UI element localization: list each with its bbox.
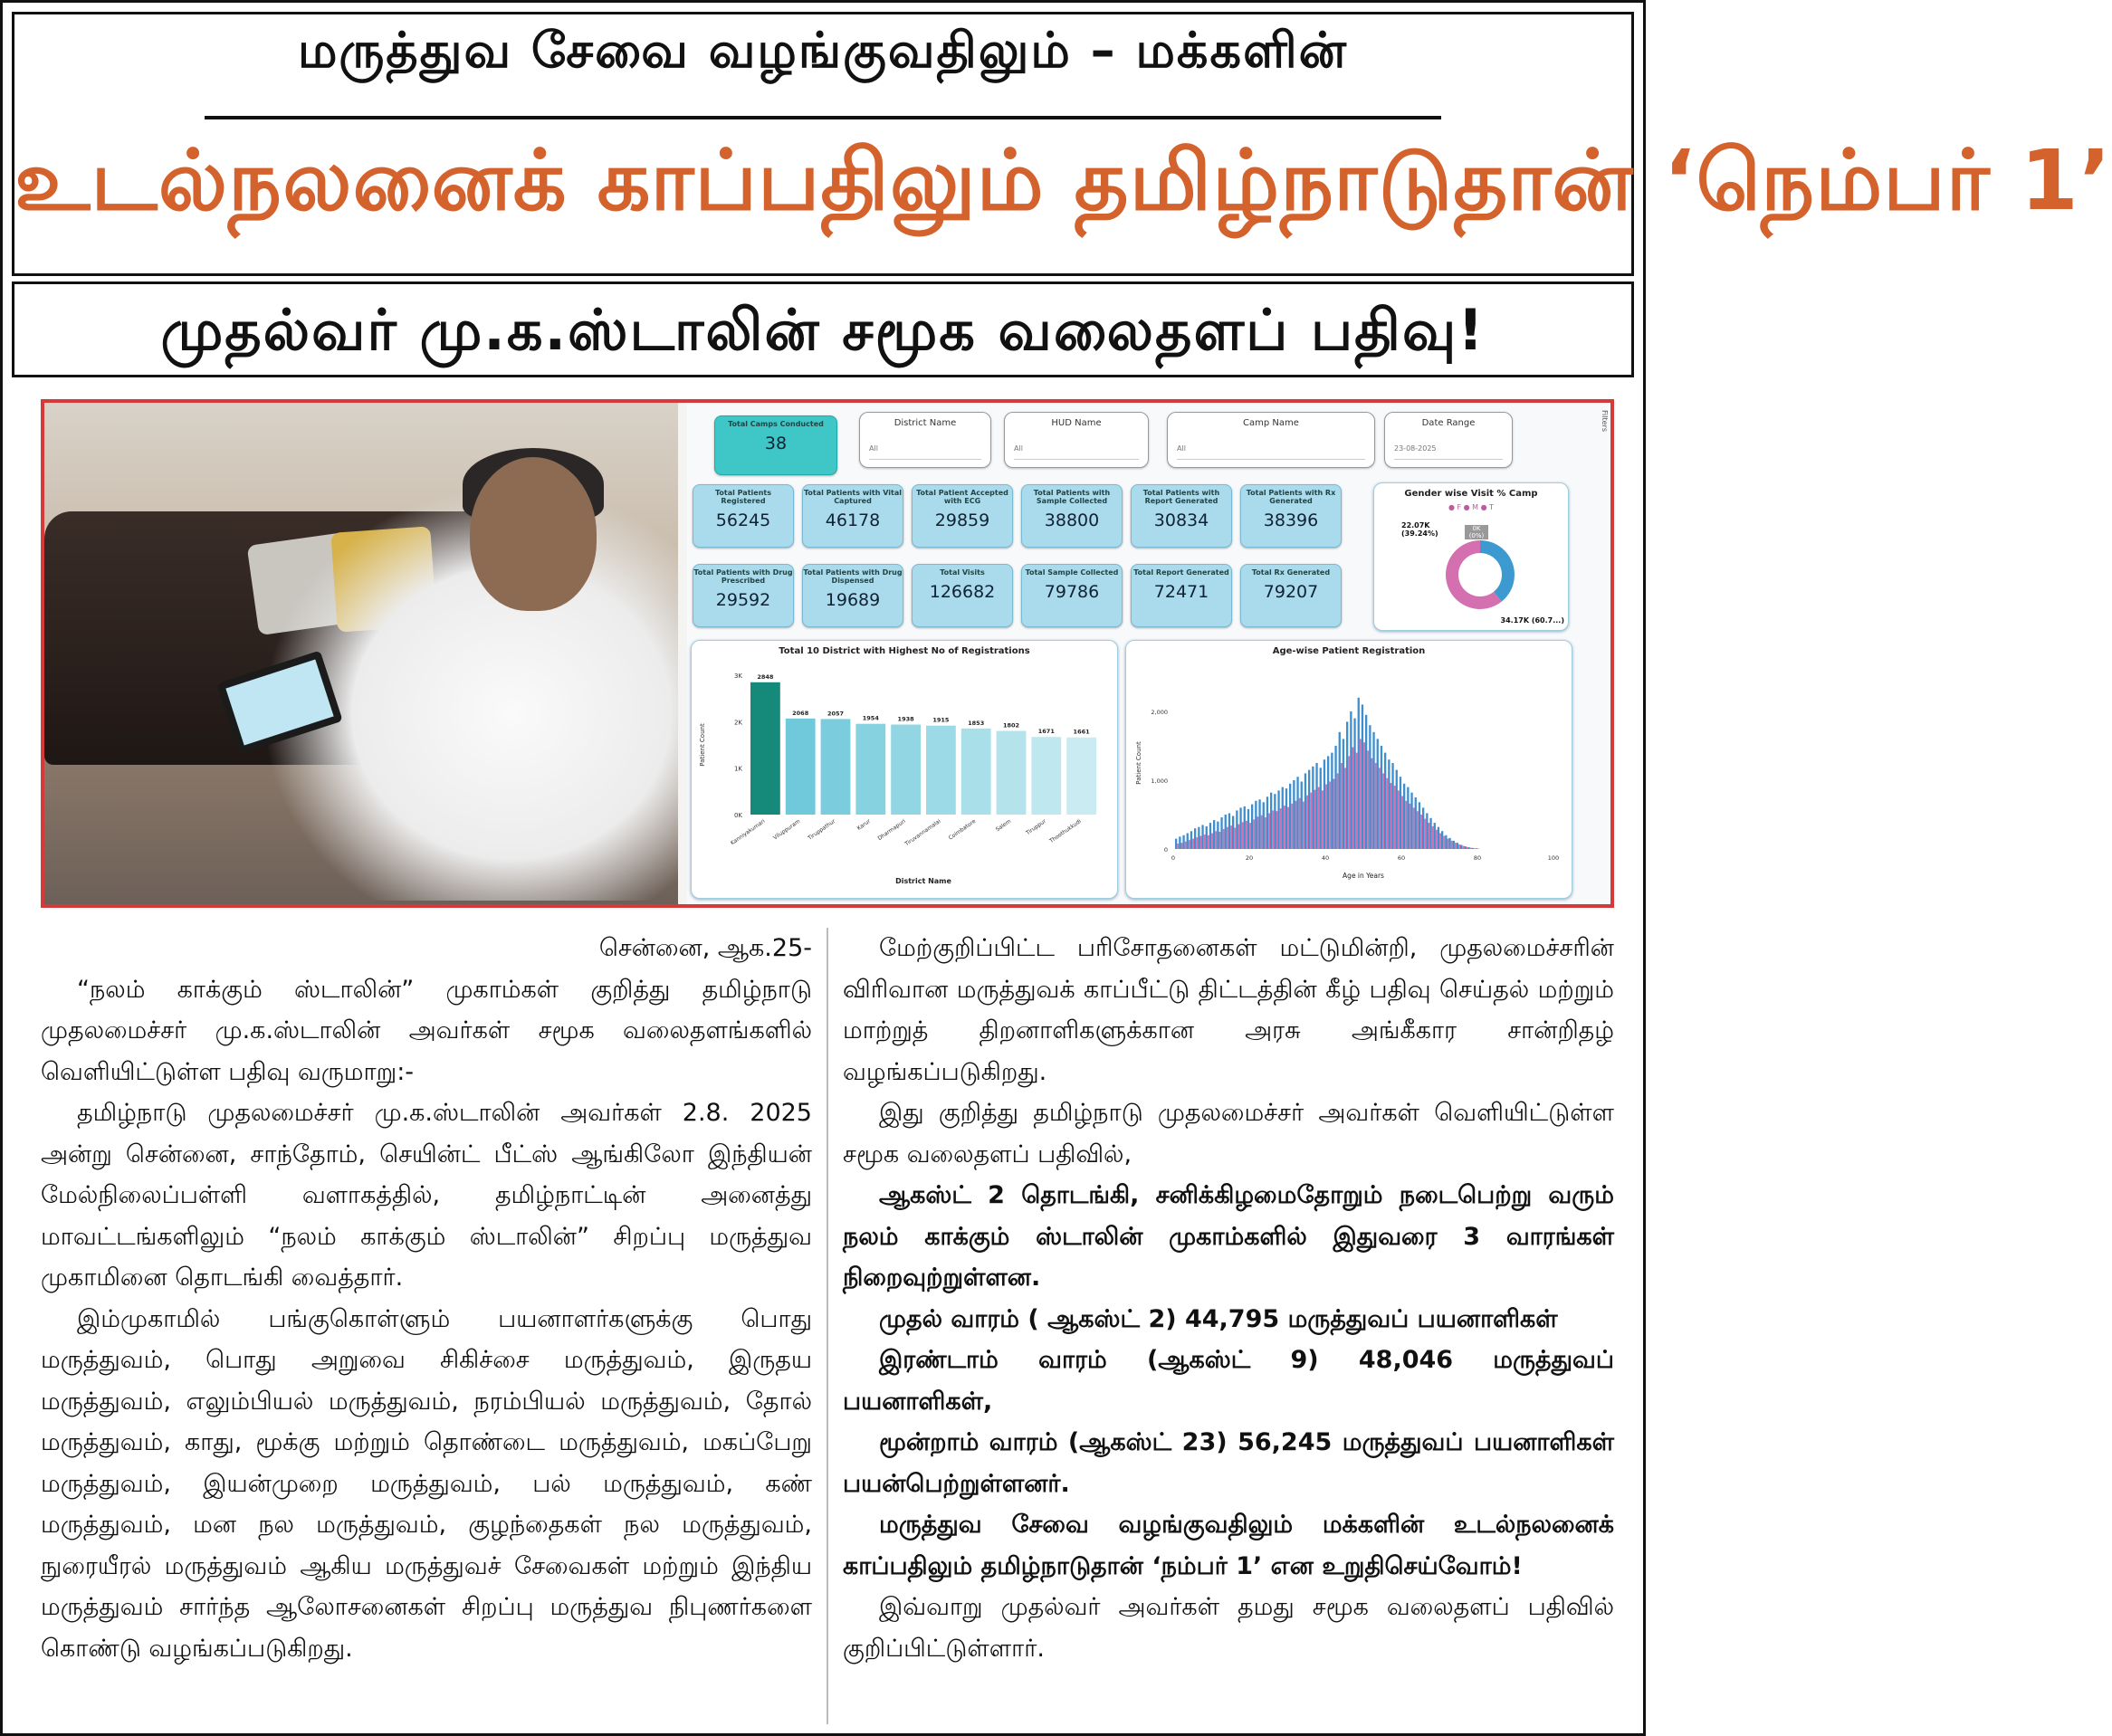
age-bar-series-2 (1234, 827, 1236, 849)
dateline: சென்னை, ஆக.25- (598, 934, 812, 962)
age-bar-series-1 (1403, 784, 1405, 849)
age-bar-series-1 (1247, 809, 1249, 849)
age-xtick: 60 (1397, 854, 1406, 862)
age-bar-series-1 (1331, 753, 1333, 849)
article-paragraph-4: மேற்குறிப்பிட்ட பரிசோதனைகள் மட்டுமின்றி, முதலமைச்சரின் விரிவான மருத்துவக் காப்பீட்டு திட்டத்தின் கீழ் பதிவு செய்தல் மற்றும் மாற்றுத் திறனாளிகளுக்கான அரசு அங்கீகார சான்றிதழ் வழங்கப்படுகிறது. (843, 934, 1614, 1086)
article-paragraph-2: தமிழ்நாடு முதலமைச்சர் மு.க.ஸ்டாலின் அவர்கள் 2.8. 2025 அன்று சென்னை, சாந்தோம், செயின்ட் பீட்ஸ் ஆங்கிலோ இந்தியன் மேல்நிலைப்பள்ளி வளாகத்தில், தமிழ்நாட்டின் அனைத்து மாவட்டங்களிலும் “நலம் காக்கும் ஸ்டாலின்” சிறப்பு மருத்துவ முகாமினை தொடங்கி வைத்தார். (41, 1099, 812, 1292)
district-bar-value: 1671 (1037, 728, 1055, 736)
age-bar-series-2 (1284, 806, 1285, 849)
age-bar-series-2 (1246, 821, 1247, 849)
age-xtick: 40 (1321, 854, 1330, 862)
age-bar-series-2 (1192, 839, 1194, 849)
district-xtick: Tiruvannamalai (903, 817, 942, 848)
article-column-left (41, 928, 812, 1669)
age-bar-series-1 (1369, 725, 1371, 849)
age-chart-title: Age-wise Patient Registration (1272, 646, 1426, 656)
kicker-rule (205, 116, 1441, 119)
age-bar-series-2 (1265, 817, 1266, 849)
subhead-box (12, 281, 1634, 377)
age-bar-series-1 (1194, 828, 1196, 849)
age-bar-series-1 (1274, 794, 1276, 849)
age-bar-series-2 (1439, 834, 1441, 849)
age-bar-series-1 (1353, 719, 1355, 849)
age-bar-series-1 (1400, 777, 1401, 849)
kpi-row2-value: 79786 (1044, 582, 1100, 602)
age-bar-series-2 (1424, 819, 1426, 849)
district-bar (750, 682, 780, 815)
district-bar (821, 719, 851, 815)
gender-label-m: 34.17K (60.7...) (1500, 616, 1564, 625)
age-bar-series-1 (1187, 834, 1189, 849)
kpi-row1-value: 38800 (1044, 510, 1100, 530)
age-bar-series-1 (1396, 770, 1398, 849)
district-xtick: Karur (855, 817, 872, 832)
age-bar-series-2 (1341, 763, 1343, 849)
age-bar-series-2 (1253, 819, 1255, 849)
age-bar-series-1 (1289, 784, 1291, 849)
district-xtick: Thoothukkudi (1048, 817, 1083, 845)
kpi-row2-card (693, 564, 794, 627)
age-bar-series-2 (1436, 830, 1438, 849)
age-bar-series-1 (1251, 805, 1253, 849)
kpi-row1-label: Total Patients with Rx Generated (1246, 489, 1336, 505)
filter-date[interactable] (1384, 412, 1513, 468)
age-bar-series-2 (1474, 848, 1476, 849)
age-bar-series-1 (1381, 746, 1382, 849)
age-xtick: 20 (1245, 854, 1254, 862)
filter-district-select[interactable]: All (869, 444, 981, 460)
age-bar-series-1 (1358, 698, 1360, 849)
photo-scene-chief-minister (44, 403, 678, 904)
age-bar-series-2 (1280, 808, 1282, 849)
age-bar-series-2 (1356, 753, 1358, 849)
district-ylabel: Patient Count (699, 723, 706, 767)
age-bar-series-1 (1206, 826, 1208, 849)
age-bar-series-1 (1217, 822, 1218, 849)
age-bar-series-2 (1268, 813, 1270, 849)
district-chart-title: Total 10 District with Highest No of Registrations (779, 646, 1030, 656)
age-bar-series-2 (1451, 841, 1453, 849)
age-bar-series-2 (1455, 843, 1457, 849)
gender-label-f: 22.07K (39.24%) (1401, 521, 1438, 538)
gender-chart-title: Gender wise Visit % Camp (1404, 489, 1538, 499)
district-xtick: Kanniyakumari (729, 817, 767, 847)
age-bar-series-1 (1320, 768, 1322, 849)
kpi-row2-label: Total Patients with Drug Prescribed (693, 568, 793, 585)
district-bar (926, 726, 956, 815)
age-bar-series-2 (1443, 836, 1445, 849)
age-bar-series-1 (1464, 846, 1466, 849)
age-panel (1125, 640, 1572, 899)
filter-camp[interactable] (1167, 412, 1375, 468)
kpi-row1-card (802, 484, 903, 548)
kpi-row1-card (693, 484, 794, 548)
age-bar-series-2 (1185, 842, 1187, 849)
district-xlabel: District Name (895, 877, 951, 885)
age-bar-series-1 (1429, 818, 1431, 849)
kpi-row2-value: 72471 (1153, 582, 1209, 602)
age-ytick: 1,000 (1151, 777, 1168, 785)
headline-box (12, 12, 2112, 276)
district-bar-value: 2057 (827, 710, 845, 718)
age-bar-series-2 (1467, 847, 1468, 849)
district-ytick: 1K (733, 765, 742, 773)
age-bar-series-2 (1227, 827, 1228, 849)
article-paragraph-3: இம்முகாமில் பங்குகொள்ளும் பயனாளர்களுக்கு பொது மருத்துவம், பொது அறுவை சிகிச்சை மருத்துவம், இருதய மருத்துவம், எலும்பியல் மருத்துவம், நரம்பியல் மருத்துவம், தோல் மருத்துவம், காது, மூக்கு மற்றும் தொண்டை மருத்துவம், மகப்பேறு மருத்துவம், இயன்முறை மருத்துவம், பல் மருத்துவம், கண் மருத்துவம், மன நல மருத்துவம், குழந்தைகள் நல மருத்துவம், நுரையீரல் மருத்துவம் ஆகிய மருத்துவச் சேவைகள் மற்றும் இந்திய மருத்துவம் சார்ந்த ஆலோசனைகள் சிறப்பு மருத்துவ நிபுணர்களை கொண்டு வழங்கப்படுகிறது. (41, 1304, 812, 1663)
kpi-row2-card (1021, 564, 1123, 627)
kpi-row1-value: 38396 (1263, 510, 1319, 530)
age-bar-series-2 (1261, 816, 1263, 849)
age-bar-series-2 (1398, 790, 1400, 849)
age-bar-chart (1126, 641, 1572, 898)
age-bar-series-1 (1365, 715, 1367, 849)
age-bar-series-1 (1384, 753, 1386, 849)
main-headline: உடல்நலனைக் காப்பதிலும் தமிழ்நாடுதான் ‘நெம்பர் 1’ (14, 132, 2112, 229)
age-bar-series-1 (1346, 721, 1348, 849)
age-bar-series-1 (1476, 848, 1477, 849)
age-bar-series-2 (1417, 811, 1419, 849)
district-xtick: Coimbatore (947, 817, 978, 842)
age-bar-series-2 (1375, 763, 1377, 849)
age-xlabel: Age in Years (1343, 872, 1384, 880)
kpi-row1-label: Total Patients with Vital Captured (804, 489, 902, 505)
age-bar-series-1 (1285, 788, 1287, 849)
age-bar-series-1 (1232, 816, 1234, 849)
age-bar-series-2 (1352, 748, 1354, 849)
age-bar-series-2 (1448, 839, 1449, 849)
age-bar-series-1 (1277, 790, 1279, 849)
age-bar-series-2 (1322, 790, 1324, 849)
age-bar-series-1 (1255, 801, 1257, 849)
age-bar-series-2 (1458, 844, 1460, 849)
age-bar-series-2 (1405, 801, 1407, 849)
age-bar-series-2 (1181, 843, 1183, 849)
age-bar-series-1 (1410, 793, 1412, 849)
age-bar-series-1 (1228, 813, 1230, 849)
age-bar-series-1 (1293, 780, 1295, 849)
age-bar-series-2 (1238, 825, 1240, 849)
age-bar-series-2 (1401, 796, 1403, 849)
age-bar-series-1 (1467, 847, 1469, 849)
age-bar-series-2 (1276, 811, 1278, 849)
age-bar-series-2 (1470, 848, 1472, 849)
age-bar-series-1 (1304, 773, 1306, 849)
kpi-row2-label: Total Sample Collected (1025, 568, 1119, 577)
column-divider (827, 928, 828, 1724)
age-bar-series-2 (1219, 832, 1221, 849)
age-bar-series-1 (1327, 756, 1329, 849)
age-bar-series-2 (1432, 826, 1434, 849)
district-bar-value: 2848 (757, 672, 774, 681)
age-bar-series-2 (1329, 782, 1331, 849)
age-bar-series-2 (1291, 804, 1293, 849)
kpi-row2-card (1240, 564, 1342, 627)
kpi-row1-card (912, 484, 1013, 548)
age-bar-series-1 (1296, 777, 1298, 849)
age-bar-series-1 (1343, 739, 1344, 849)
age-bar-series-1 (1407, 787, 1409, 849)
article-paragraph-5: இது குறித்து தமிழ்நாடு முதலமைச்சர் அவர்கள் வெளியிட்டுள்ள சமூக வலைதளப் பதிவில், (843, 1099, 1614, 1168)
district-bar-value: 1915 (932, 716, 950, 724)
age-bar-series-2 (1211, 834, 1213, 849)
kpi-camps-label: Total Camps Conducted (728, 420, 824, 428)
age-bar-series-1 (1175, 839, 1177, 849)
age-bar-series-1 (1239, 807, 1241, 849)
filters-pane-tab[interactable]: Filters (1601, 410, 1609, 432)
age-bar-series-2 (1177, 844, 1179, 849)
age-bar-series-1 (1225, 815, 1227, 849)
article-closing: இவ்வாறு முதல்வர் அவர்கள் தமது சமூக வலைதளப் பதிவில் குறிப்பிட்டுள்ளார். (843, 1593, 1614, 1663)
district-xtick: Viluppuram (772, 817, 802, 842)
filter-district-label: District Name (894, 418, 957, 428)
age-bar-series-1 (1263, 802, 1265, 849)
district-bar (997, 730, 1027, 815)
dashboard-screenshot (687, 403, 1610, 904)
age-bar-series-1 (1282, 787, 1284, 849)
age-bar-series-1 (1179, 836, 1180, 849)
age-bar-series-1 (1201, 825, 1203, 849)
age-bar-series-1 (1301, 782, 1303, 849)
age-bar-series-1 (1391, 763, 1393, 849)
kpi-camps-value: 38 (764, 434, 788, 453)
kicker-line: மருத்துவ சேவை வழங்குவதிலும் – மக்களின் (297, 22, 1349, 79)
age-bar-series-1 (1266, 796, 1268, 849)
quote-week-1: முதல் வாரம் ( ஆகஸ்ட் 2) 44,795 மருத்துவப் பயனாளிகள் (879, 1304, 1558, 1333)
age-bar-series-2 (1318, 787, 1320, 849)
gender-legend: ● F ● M ● T (1448, 503, 1495, 511)
district-bar-value: 1938 (897, 715, 914, 723)
filter-hud[interactable] (1004, 412, 1149, 468)
district-bar (961, 729, 991, 815)
district-bar (1066, 738, 1096, 815)
age-bar-series-1 (1388, 759, 1390, 849)
kpi-row1-value: 29859 (934, 510, 990, 530)
age-bar-series-1 (1460, 844, 1462, 849)
filter-camp-select[interactable]: All (1177, 444, 1365, 460)
quote-week-2: இரண்டாம் வாரம் (ஆகஸ்ட் 9) 48,046 மருத்துவப் பயனாளிகள், (843, 1346, 1614, 1416)
news-photo (41, 399, 1614, 908)
district-xtick: Tiruppathur (807, 817, 837, 842)
age-bar-series-2 (1306, 796, 1308, 849)
age-bar-series-2 (1394, 786, 1396, 849)
district-xtick: Dharmapuri (876, 817, 907, 843)
age-bar-series-1 (1315, 763, 1317, 849)
district-xtick: Tiruppur (1025, 817, 1047, 837)
kpi-row1-card (1131, 484, 1232, 548)
age-bar-series-2 (1337, 773, 1339, 849)
donut-slice-F (1480, 540, 1515, 602)
age-bar-series-2 (1413, 807, 1415, 849)
article-column-right (843, 928, 1614, 1669)
age-bar-series-1 (1438, 827, 1439, 849)
district-bar (855, 724, 885, 815)
age-bar-series-2 (1462, 846, 1464, 849)
age-bar-series-2 (1429, 823, 1430, 849)
kpi-row1-value: 46178 (825, 510, 881, 530)
quote-week-3: மூன்றாம் வாரம் (ஆகஸ்ட் 23) 56,245 மருத்துவப் பயனாளிகள் பயன்பெற்றுள்ளனர். (843, 1428, 1614, 1498)
district-bar (786, 719, 816, 815)
kpi-camps-card (714, 415, 837, 475)
age-xtick: 80 (1473, 854, 1482, 862)
kpi-row2-card (912, 564, 1013, 627)
person-head (470, 457, 597, 611)
age-bar-series-1 (1426, 813, 1428, 849)
age-bar-series-1 (1209, 823, 1211, 849)
kpi-row1-card (1240, 484, 1342, 548)
kpi-row2-value: 19689 (825, 590, 881, 610)
kpi-row2-value: 126682 (929, 582, 996, 602)
filter-camp-label: Camp Name (1243, 418, 1299, 428)
age-bar-series-1 (1415, 797, 1417, 849)
filter-date-label: Date Range (1421, 418, 1476, 428)
filter-district[interactable] (859, 412, 991, 468)
age-bar-series-2 (1230, 825, 1232, 849)
age-bar-series-2 (1208, 835, 1209, 849)
age-bar-series-1 (1270, 793, 1272, 849)
age-bar-series-2 (1204, 835, 1206, 849)
age-bar-series-1 (1377, 739, 1379, 849)
kpi-row2-value: 29592 (715, 590, 771, 610)
district-bar (891, 725, 921, 815)
kpi-row2-card (802, 564, 903, 627)
age-bar-series-1 (1362, 704, 1363, 849)
age-ytick: 0 (1163, 846, 1168, 854)
kpi-row2-card (1131, 564, 1232, 627)
filter-hud-select[interactable]: All (1014, 444, 1139, 460)
age-bar-series-1 (1448, 838, 1450, 849)
age-bar-series-2 (1348, 756, 1350, 849)
age-bar-series-2 (1272, 810, 1274, 849)
age-ylabel: Patient Count (1135, 741, 1142, 785)
age-bar-series-1 (1236, 810, 1238, 849)
age-bar-series-2 (1303, 802, 1304, 849)
age-bar-series-1 (1324, 759, 1325, 849)
kpi-row1-label: Total Patient Accepted with ECG (916, 489, 1008, 505)
age-bar-series-2 (1310, 793, 1312, 849)
age-bar-series-2 (1367, 750, 1369, 849)
age-bar-series-1 (1350, 711, 1352, 849)
age-bar-series-2 (1325, 785, 1327, 849)
district-ytick: 2K (733, 719, 742, 727)
kpi-row1-value: 30834 (1153, 510, 1209, 530)
age-bar-series-2 (1249, 823, 1251, 849)
age-bar-series-2 (1333, 778, 1335, 849)
age-bar-series-1 (1244, 806, 1246, 849)
age-bar-series-2 (1223, 829, 1225, 849)
age-bar-series-1 (1308, 770, 1310, 849)
age-bar-series-1 (1419, 802, 1420, 849)
district-bar-value: 1802 (1002, 721, 1020, 730)
district-bar-chart (692, 641, 1117, 898)
district-ytick: 0K (733, 812, 742, 819)
gender-panel (1373, 482, 1569, 631)
age-bar-series-2 (1410, 804, 1411, 849)
kpi-row1-card (1021, 484, 1123, 548)
subheadline: முதல்வர் மு.க.ஸ்டாலின் சமூக வலைதளப் பதிவு! (160, 297, 1486, 363)
age-bar-series-2 (1200, 836, 1202, 849)
age-bar-series-2 (1390, 783, 1392, 849)
kpi-row1-label: Total Patients Registered (715, 489, 771, 505)
age-bar-series-2 (1386, 778, 1388, 849)
kpi-row2-value: 79207 (1263, 582, 1319, 602)
age-bar-series-2 (1257, 816, 1259, 849)
age-xtick: 0 (1171, 854, 1176, 862)
age-bar-series-2 (1242, 822, 1244, 849)
age-xtick: 100 (1547, 854, 1560, 862)
age-bar-series-2 (1363, 742, 1365, 849)
age-bar-series-1 (1457, 843, 1458, 849)
age-bar-series-1 (1372, 732, 1374, 849)
age-bar-series-2 (1189, 840, 1190, 849)
age-bar-series-1 (1472, 848, 1474, 849)
age-bar-series-2 (1314, 790, 1316, 849)
age-bar-series-1 (1258, 799, 1260, 849)
district-bar-value: 1661 (1073, 728, 1090, 736)
kpi-row2-label: Total Visits (940, 568, 985, 577)
quote-paragraph-2: மருத்துவ சேவை வழங்குவதிலும் மக்களின் உடல்நலனைக் காப்பதிலும் தமிழ்நாடுதான் ‘நம்பர் 1’ என உறுதிசெய்வோம்! (843, 1511, 1614, 1580)
kpi-row1-value: 56245 (715, 510, 771, 530)
age-bar-series-1 (1441, 831, 1443, 849)
age-bar-series-2 (1360, 739, 1362, 849)
kpi-row2-label: Total Rx Generated (1251, 568, 1331, 577)
kpi-row2-label: Total Patients with Drug Dispensed (803, 568, 903, 585)
district-bar-value: 2068 (792, 709, 809, 717)
filter-hud-label: HUD Name (1051, 418, 1102, 428)
age-ytick: 2,000 (1151, 709, 1168, 716)
age-bar-series-1 (1220, 817, 1222, 849)
age-bar-series-1 (1445, 835, 1447, 849)
age-bar-series-1 (1334, 746, 1336, 849)
filter-date-select[interactable]: 23-08-2025 (1394, 444, 1503, 460)
age-bar-series-2 (1295, 801, 1297, 849)
quote-paragraph-1: ஆகஸ்ட் 2 தொடங்கி, சனிக்கிழமைதோறும் நடைபெற்று வரும் நலம் காக்கும் ஸ்டாலின் முகாம்களில் இதுவரை 3 வாரங்கள் நிறைவுற்றுள்ளன. (843, 1181, 1614, 1292)
district-xtick: Salem (994, 817, 1013, 834)
age-bar-series-1 (1213, 820, 1215, 849)
age-bar-series-1 (1190, 831, 1192, 849)
kpi-row2-label: Total Report Generated (1133, 568, 1229, 577)
age-bar-series-2 (1299, 798, 1301, 849)
district-panel (691, 640, 1118, 899)
age-bar-series-2 (1382, 773, 1384, 849)
district-ytick: 3K (733, 672, 742, 680)
age-bar-series-1 (1339, 732, 1341, 849)
age-bar-series-2 (1287, 807, 1289, 849)
district-bar-value: 1853 (968, 719, 985, 727)
district-bar-value: 1954 (862, 714, 879, 722)
age-bar-series-1 (1312, 767, 1314, 849)
kpi-row1-label: Total Patients with Report Generated (1142, 489, 1220, 505)
age-bar-series-2 (1420, 815, 1422, 849)
gender-label-t: 0K (0%) (1465, 525, 1488, 539)
age-bar-series-1 (1453, 841, 1455, 849)
age-bar-series-2 (1371, 758, 1373, 849)
article-paragraph-1: “நலம் காக்கும் ஸ்டாலின்” முகாம்கள் குறித்து தமிழ்நாடு முதலமைச்சர் மு.க.ஸ்டாலின் அவர்கள் சமூக வலைதளங்களில் வெளியிட்டுள்ள பதிவு வருமாறு:- (41, 975, 812, 1086)
age-bar-series-2 (1196, 837, 1198, 849)
age-bar-series-1 (1198, 827, 1199, 849)
age-bar-series-2 (1379, 768, 1381, 849)
kpi-row1-label: Total Patients with Sample Collected (1033, 489, 1111, 505)
age-bar-series-2 (1215, 831, 1217, 849)
age-bar-series-2 (1344, 768, 1346, 849)
age-bar-series-1 (1434, 823, 1436, 849)
age-bar-series-1 (1182, 835, 1184, 849)
district-bar (1031, 737, 1061, 815)
gender-donut-chart (1439, 534, 1521, 615)
age-bar-series-1 (1422, 807, 1424, 849)
